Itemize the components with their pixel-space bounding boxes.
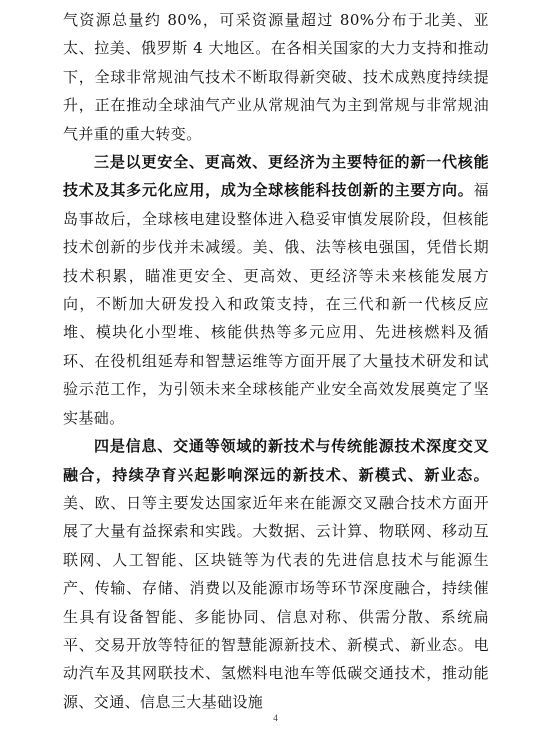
paragraph-lead-sentence: 三是以更安全、更高效、更经济为主要特征的新一代核能技术及其多元化应用，成为全球核能科技创新的主要方向。 xyxy=(63,153,489,200)
paragraph-text: 美、欧、日等主要发达国家近年来在能源交叉融合技术方面开展了大量有益探索和实践。大数据、云计算、物联网、移动互联网、人工智能、区块链等为代表的先进信息技术与能源生产、传输、存储、消费以及能源市场等环节深度融合，持续催生具有设备智能、多能协同、信息对称、供需分散、系统扁平、交易开放等特征的智慧能源新技术、新模式、新业态。电动汽车及其网联技术、氢燃料电池车等低碳交通技术，推动能源、交通、信息三大基础设施 xyxy=(63,493,489,711)
paragraph-nuclear xyxy=(63,148,489,432)
paragraph-continuation xyxy=(63,6,489,148)
paragraph-lead-sentence: 四是信息、交通等领域的新技术与传统能源技术深度交叉融合，持续孕育兴起影响深远的新技术、新模式、新业态。 xyxy=(63,437,489,484)
document-body xyxy=(63,6,489,716)
paragraph-text: 福岛事故后，全球核电建设整体进入稳妥审慎发展阶段，但核能技术创新的步伐并未减缓。美、俄、法等核电强国，凭借长期技术积累，瞄准更安全、更高效、更经济等未来核能发展方向，不断加大研发投入和政策支持，在三代和新一代核反应堆、模块化小型堆、核能供热等多元应用、先进核燃料及循环、在役机组延寿和智慧运维等方面开展了大量技术研发和试验示范工作，为引领未来全球核能产业安全高效发展奠定了坚实基础。 xyxy=(63,181,489,427)
page-number: 4 xyxy=(273,713,278,723)
paragraph-cross-domain xyxy=(63,432,489,716)
paragraph-text: 气资源总量约 80%，可采资源量超过 80%分布于北美、亚太、拉美、俄罗斯 4 大地区。在各相关国家的大力支持和推动下，全球非常规油气技术不断取得新突破、技术成熟度持续提升，正在推动全球油气产业从常规油气为主到常规与非常规油气并重的重大转变。 xyxy=(63,11,489,143)
